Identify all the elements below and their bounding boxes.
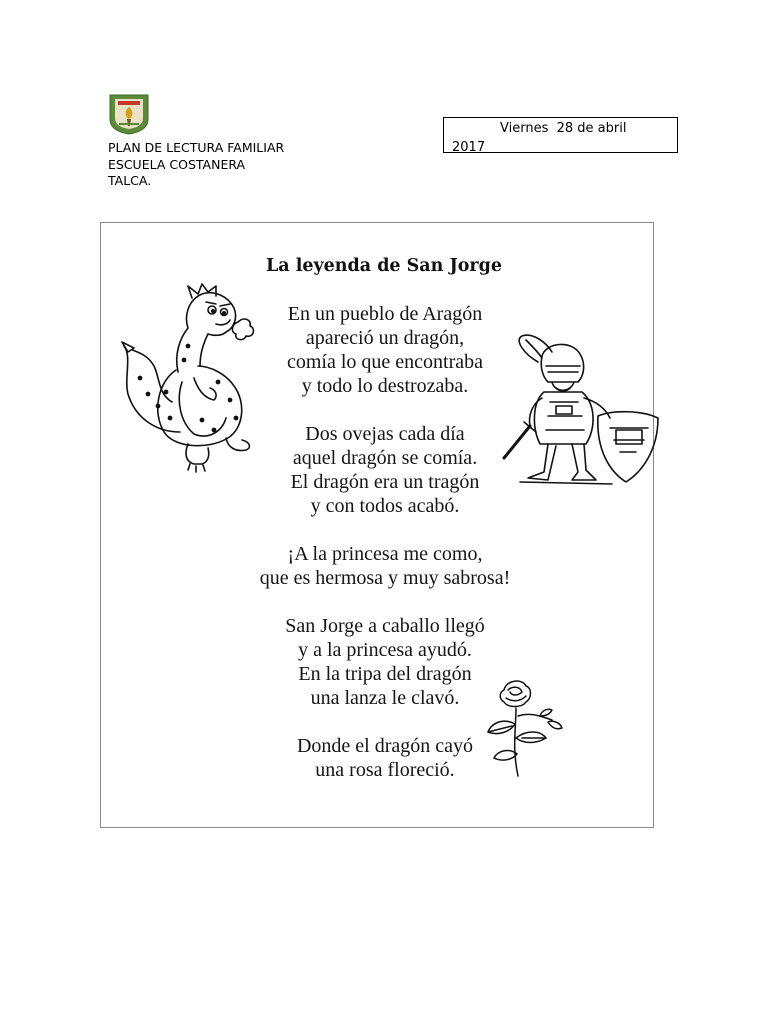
school-line: ESCUELA COSTANERA (108, 156, 246, 172)
date-year: 2017 (452, 140, 486, 153)
dragon-illustration (118, 282, 256, 474)
school-info (108, 140, 284, 190)
verse-line: comía lo que encontraba (286, 351, 484, 373)
knight-illustration (502, 332, 662, 490)
verse-line: aquel dragón se comía. (292, 447, 478, 469)
school-line: TALCA. (108, 173, 152, 188)
verse-line: Dos ovejas cada día (305, 423, 465, 445)
verse-line: ¡A la princesa me como, (287, 543, 483, 565)
verse-line: una lanza le clavó. (310, 687, 460, 709)
date-day: Viernes 28 de abril (500, 121, 627, 136)
verse-line: y a la princesa ayudó. (298, 639, 472, 661)
verse-line: apareció un dragón, (305, 327, 465, 349)
verse-line: En un pueblo de Aragón (287, 303, 483, 325)
stanza (175, 542, 595, 590)
verse-line: El dragón era un tragón (290, 471, 480, 493)
verse-line: que es hermosa y muy sabrosa! (259, 567, 511, 589)
date-box (443, 117, 678, 153)
rose-illustration (482, 676, 566, 780)
verse-line: y con todos acabó. (310, 495, 460, 517)
poem-title: La leyenda de San Jorge (265, 256, 502, 276)
school-crest-icon (108, 93, 150, 135)
verse-line: una rosa floreció. (315, 759, 455, 781)
verse-line: En la tripa del dragón (298, 663, 472, 685)
verse-line: San Jorge a caballo llegó (285, 615, 485, 637)
verse-line: Donde el dragón cayó (296, 735, 474, 757)
verse-line: y todo lo destrozaba. (301, 375, 469, 397)
school-line: PLAN DE LECTURA FAMILIAR (108, 140, 285, 155)
